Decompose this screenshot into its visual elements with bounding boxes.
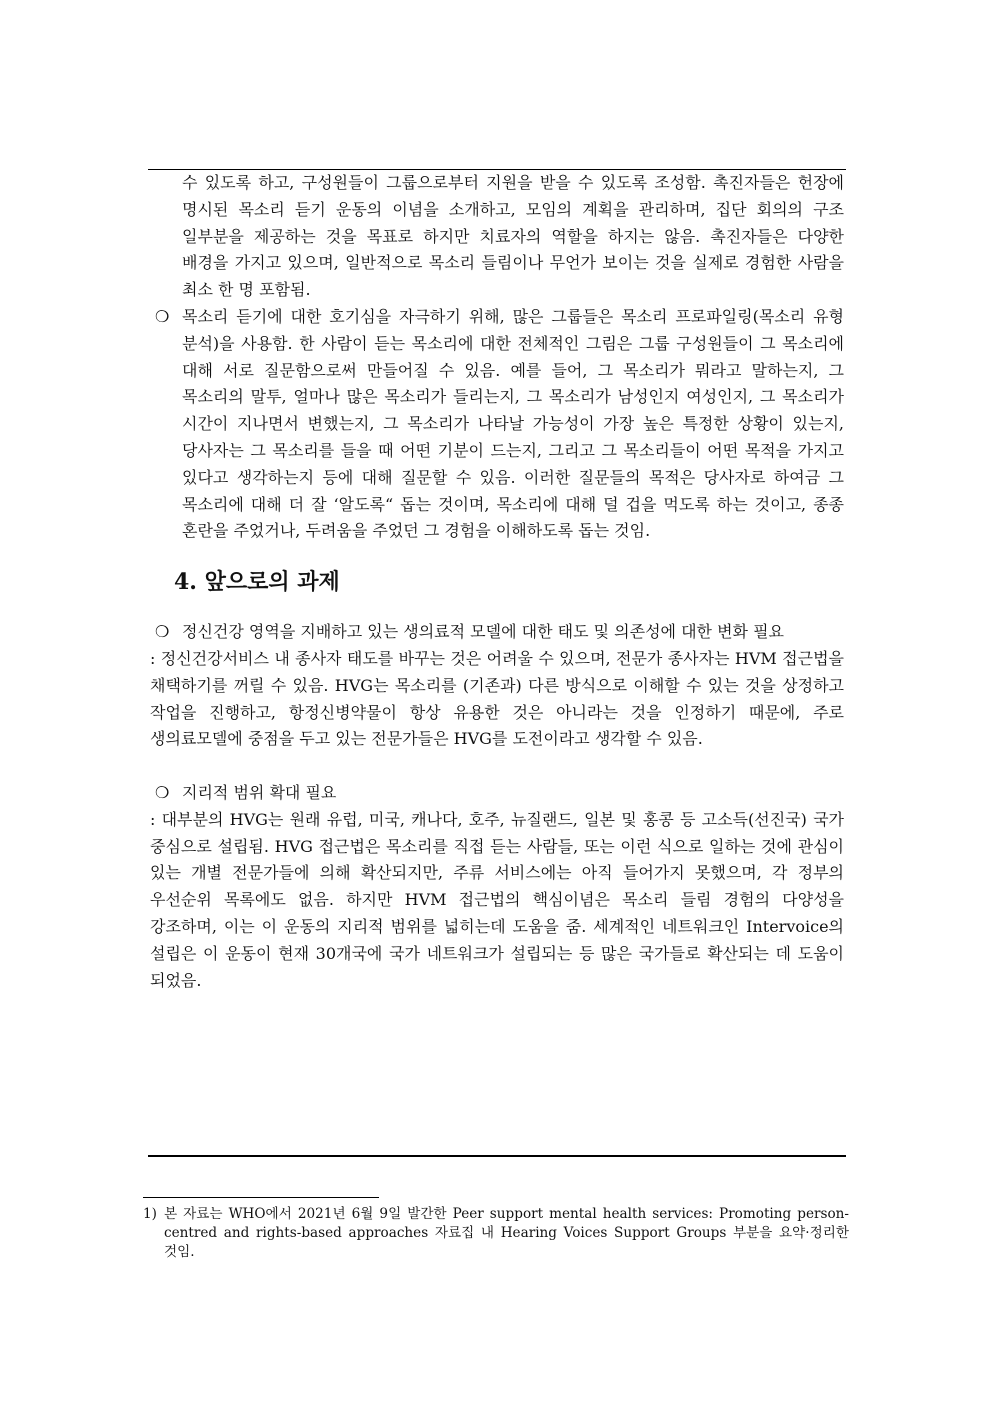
challenge-title-1 (150, 619, 844, 646)
continuation-paragraph: 수 있도록 하고, 구성원들이 그룹으로부터 지원을 받을 수 있도록 조성함. 촉진자들은 헌장에 명시된 목소리 듣기 운동의 이념을 소개하고, 모임의 계획을 관리하며, 집단 회의의 구조 일부분을 제공하는 것을 목표로 하지만 치료자의 역할을 하지는 않음. 촉진자들은 다양한 배경을 가지고 있으며, 일반적으로 목소리 들림이나 무언가 보이는 것을 실제로 경험한 사람을 최소 한 명 포함됨. (182, 173, 844, 300)
footnote-number: 1) (143, 1206, 157, 1222)
footnote-rule (143, 1197, 379, 1198)
challenge-title-2 (150, 780, 844, 807)
footnote (143, 1205, 849, 1262)
main-content (150, 170, 844, 994)
bullet-circle-icon: ❍ (155, 306, 170, 326)
challenge-body-2: : 대부분의 HVG는 원래 유럽, 미국, 캐나다, 호주, 뉴질랜드, 일본 및 홍콩 등 고소득(선진국) 국가 중심으로 설립됨. HVG 접근법은 목소리를 직접 듣는 사람들, 또는 이런 식으로 일하는 것에 관심이 있는 개별 전문가들에 의해 확산되지만, 주류 서비스에는 아직 들어가지 못했으며, 각 정부의 우선순위 목록에도 없음. 하지만 HVM 접근법의 핵심이념은 목소리 들림 경험의 다양성을 강조하며, 이는 이 운동의 지리적 범위를 넓히는데 도움을 줌. 세계적인 네트워크인 Intervoice의 설립은 이 운동이 현재 30개국에 국가 네트워크가 설립되는 등 많은 국가들로 확산되는 데 도움이 되었음. (150, 809, 844, 990)
footnote-text: 본 자료는 WHO에서 2021년 6월 9일 발간한 Peer support mental health services: Promoting person-centred and rights-based approaches 자료집 내 Hearing Voices Support Groups 부분을 요약·정리한 것임. (164, 1206, 849, 1260)
bullet-text: 목소리 듣기에 대한 호기심을 자극하기 위해, 많은 그룹들은 목소리 프로파일링(목소리 유형 분석)을 사용함. 한 사람이 듣는 목소리에 대한 전체적인 그림은 그룹 구성원들이 그 목소리에 대해 서로 질문함으로써 만들어질 수 있음. 예를 들어, 그 목소리가 뭐라고 말하는지, 그 목소리의 말투, 얼마나 많은 목소리가 들리는지, 그 목소리가 남성인지 여성인지, 그 목소리가 시간이 지나면서 변했는지, 그 목소리가 나타날 가능성이 가장 높은 특정한 상황이 있는지, 당사자는 그 목소리를 들을 때 어떤 기분이 드는지, 그리고 그 목소리들이 어떤 목적을 가지고 있다고 생각하는지 등에 대해 질문할 수 있음. 이러한 질문들의 목적은 당사자로 하여금 그 목소리에 대해 더 잘 ‘알도록“ 돕는 것이며, 목소리에 대해 덜 겁을 먹도록 하는 것이고, 종종 혼란을 주었거나, 두려움을 주었던 그 경험을 이해하도록 돕는 것임. (182, 306, 844, 541)
challenge-body-1: : 정신건강서비스 내 종사자 태도를 바꾸는 것은 어려울 수 있으며, 전문가 종사자는 HVM 접근법을 채택하기를 꺼릴 수 있음. HVG는 목소리를 (기존과) 다른 방식으로 이해할 수 있는 것을 상정하고 작업을 진행하고, 항정신병약물이 항상 유용한 것은 아니라는 것을 인정하기 때문에, 주로 생의료모델에 중점을 두고 있는 전문가들은 HVG를 도전이라고 생각할 수 있음. (150, 648, 844, 749)
section-heading: 4. 앞으로의 과제 (174, 569, 340, 596)
bullet-circle-icon: ❍ (155, 622, 170, 642)
challenge-title-text: 지리적 범위 확대 필요 (182, 782, 337, 802)
challenge-title-text: 정신건강 영역을 지배하고 있는 생의료적 모델에 대한 태도 및 의존성에 대한 변화 필요 (182, 622, 784, 642)
bullet-voice-profiling (150, 304, 844, 545)
bottom-rule (148, 1155, 846, 1157)
bullet-circle-icon: ❍ (155, 782, 170, 802)
